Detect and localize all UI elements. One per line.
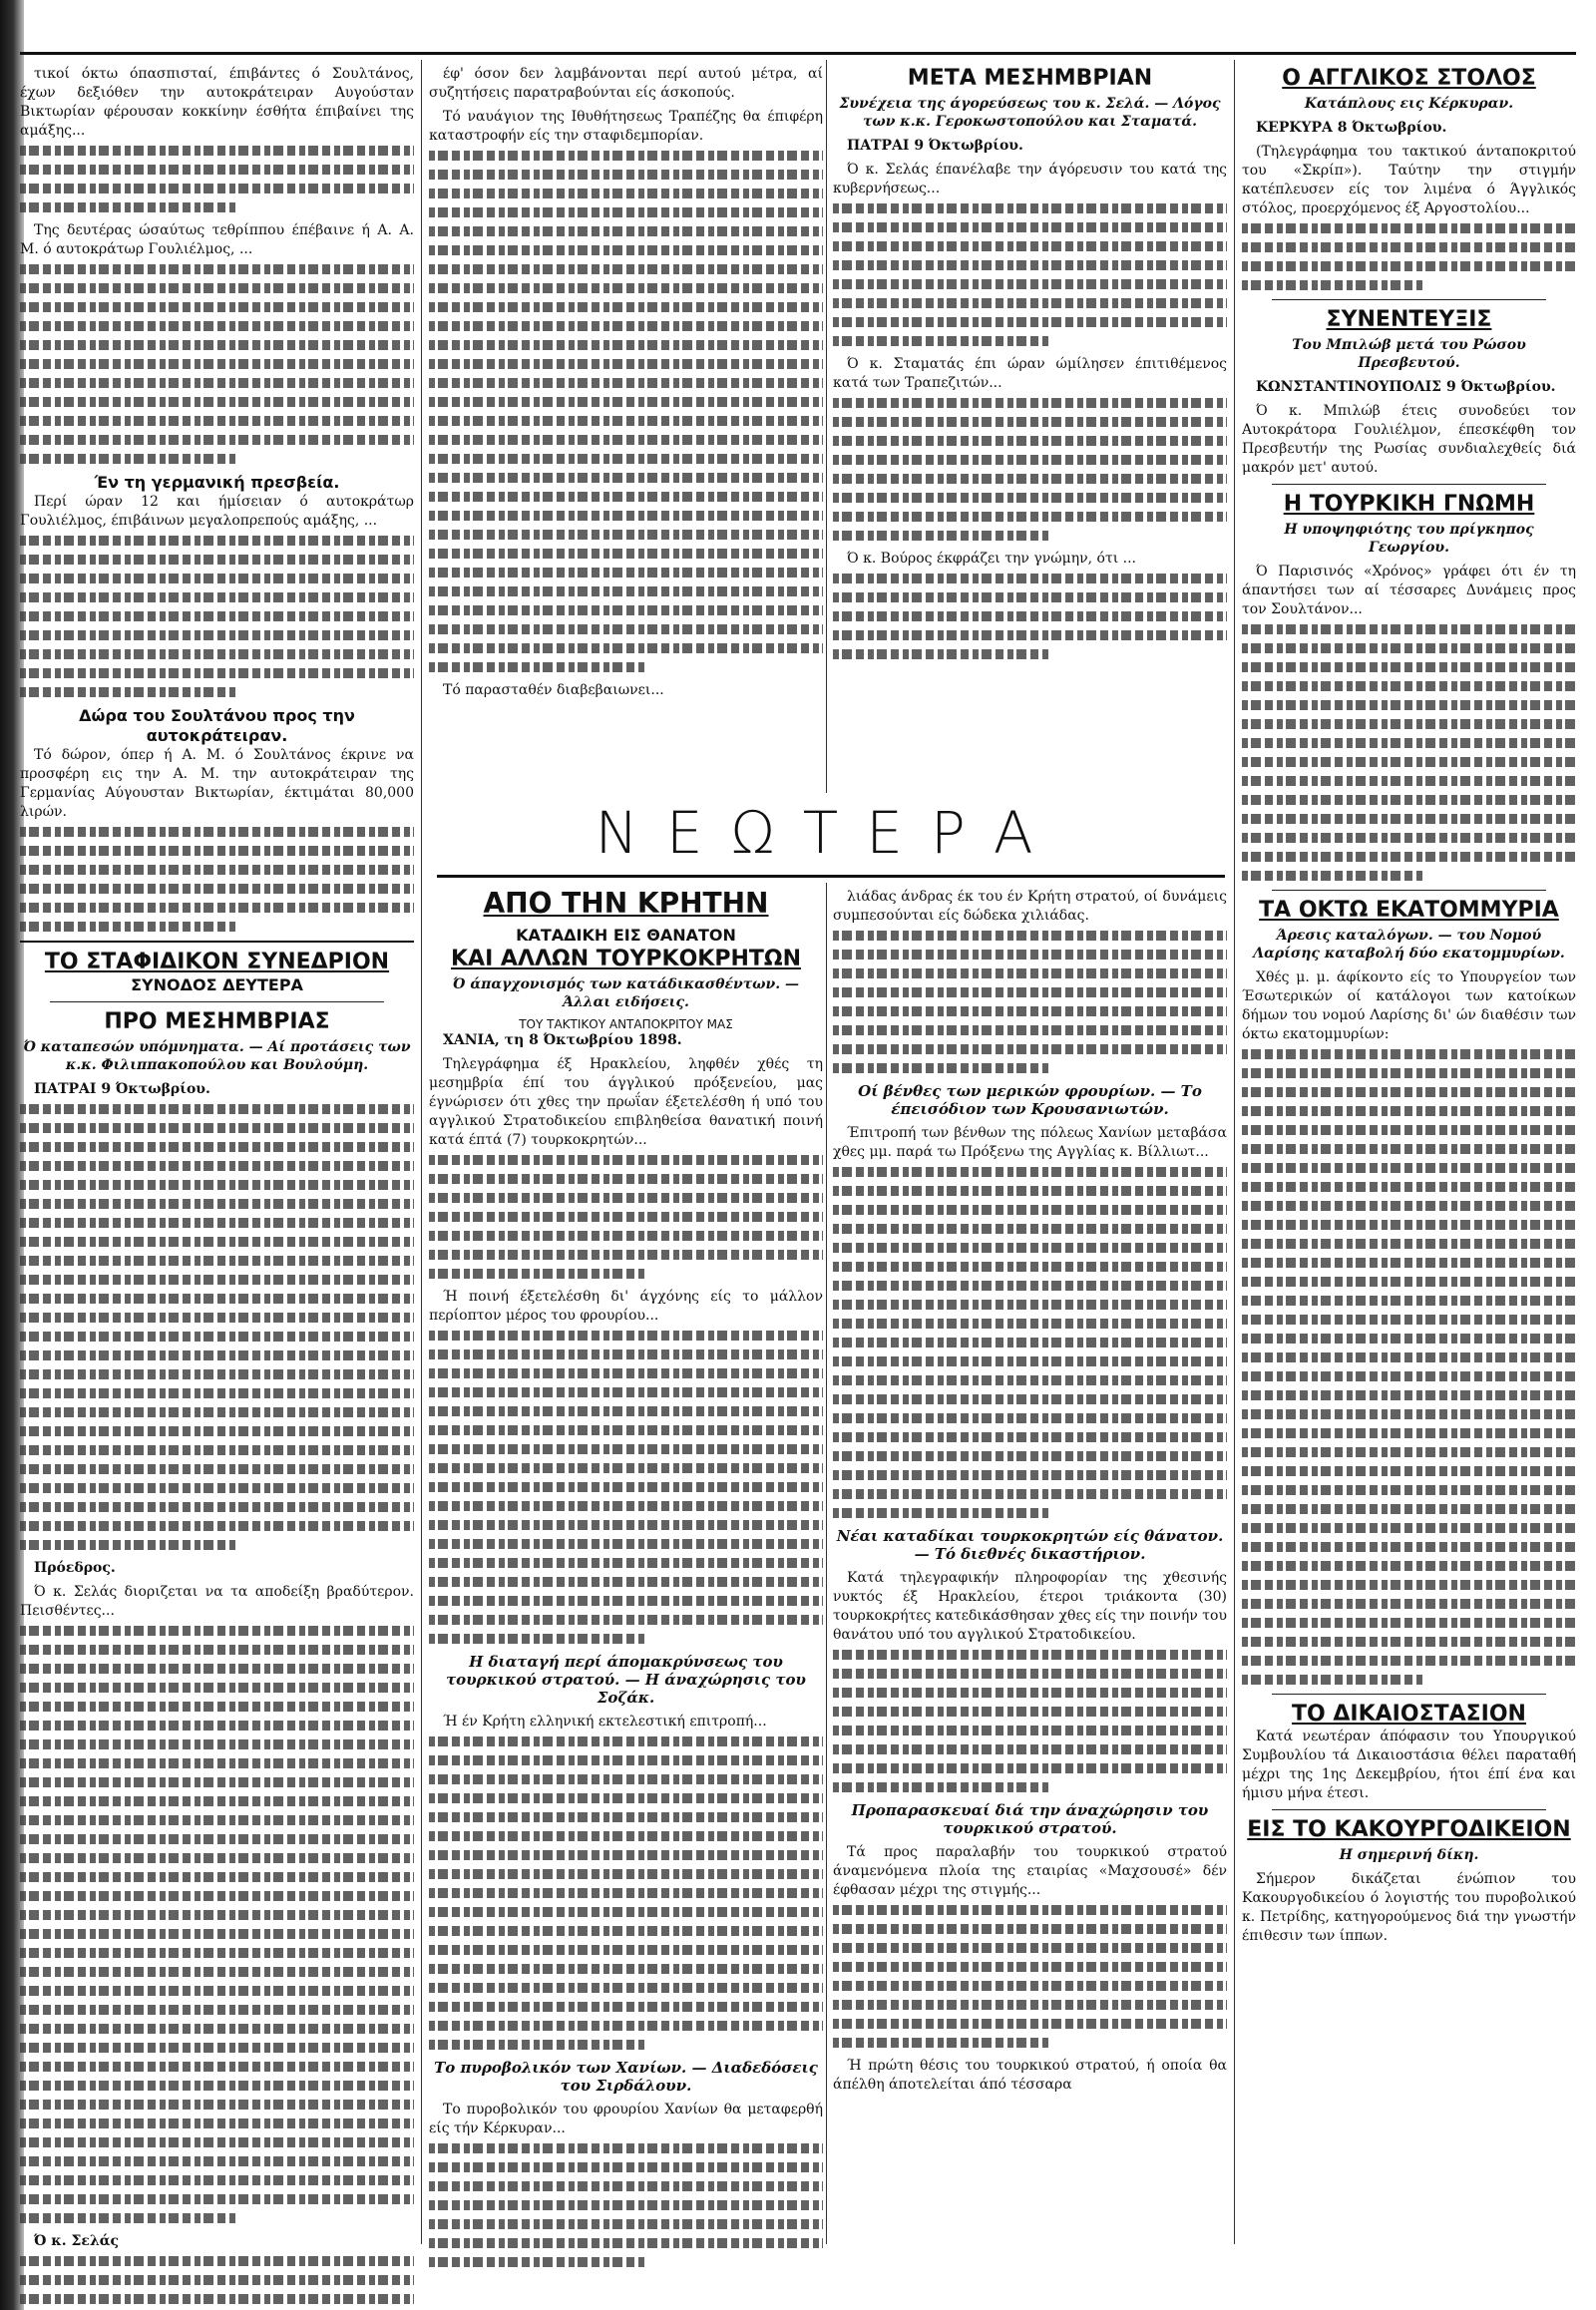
subheading: Το πυροβολικόν των Χανίων. — Διαδεδόσεις του Σιρδάλουν.: [434, 2059, 818, 2095]
dateline: ΚΩΝΣΤΑΝΤΙΝΟΥΠΟΛΙΣ 9 Όκτωβρίου.: [1256, 379, 1556, 395]
neotera-banner: ΝΕΩΤΕΡΑ: [595, 799, 1061, 867]
headline: ΤΑ ΟΚΤΩ ΕΚΑΤΟΜΜΥΡΙΑ: [1259, 898, 1559, 923]
article-text: Ό κ. Σελάς έπανέλαβε την άγόρευσιν του κατά της κυβερνήσεως...: [833, 162, 1227, 196]
column-rule: [1234, 60, 1235, 2244]
divider: [1272, 484, 1546, 485]
subheading: Η σημερινή δίκη.: [1339, 1847, 1479, 1863]
section-heading: Πρόεδρος.: [34, 1560, 116, 1576]
article-text: Το πυροβολικόν του φρουρίου Χανίων θα μεταφερθή είς τήν Κέρκυραν...: [429, 2102, 823, 2136]
text-lines: [833, 1167, 1227, 1518]
text-lines: [1242, 624, 1576, 881]
article-text: έφ' όσον δεν λαμβάνονται περί αυτού μέτρα, αί συζητήσεις παρατραβούνται είς άσκοπούς.: [429, 66, 823, 101]
text-lines: [833, 931, 1227, 1073]
column-1: [20, 65, 414, 2310]
article-text: Ή πρώτη θέσις του τουρκικού στρατού, ή οποία θα άπέλθη άποτελείται άπό τέσσαρα: [833, 2058, 1227, 2093]
divider: [1272, 299, 1546, 300]
dateline: ΧΑΝΙΑ, τη 8 Όκτωβρίου 1898.: [443, 1032, 682, 1048]
column-rule: [826, 60, 827, 793]
dateline: ΠΑΤΡΑΙ 9 Όκτωβρίου.: [34, 1081, 210, 1097]
divider: [1272, 1694, 1546, 1695]
text-lines: [20, 1104, 414, 1550]
text-lines: [20, 264, 414, 464]
article-text: Ό Παρισινός «Χρόνος» γράφει ότι έν τη άπαντήσει των αί τέσσαρες Δυνάμεις προς τον Σουλτάνον...: [1242, 564, 1576, 617]
text-lines: [20, 536, 414, 697]
text-lines: [833, 1650, 1227, 1792]
article-text: Ή ποινή έξετελέσθη δι' άγχόνης είς το μάλλον περίοπτον μέρος του φρουρίου...: [429, 1289, 823, 1324]
subheading: Νέαι καταδίκαι τουρκοκρητών είς θάνατον. — Τό διεθνές δικαστήριον.: [836, 1527, 1224, 1563]
text-lines: [833, 574, 1227, 659]
subheading: Η διαταγή περί άπομακρύνσεως του τουρκικού στρατού. — Η άναχώρησις του Σοζάκ.: [446, 1653, 806, 1707]
headline: ΕΙΣ ΤΟ ΚΑΚΟΥΡΓΟΔΙΚΕΙΟΝ: [1247, 1817, 1571, 1842]
divider: [20, 941, 414, 943]
subheading: Οί βένθες των μερικών φρουρίων. — Το έπεισόδιον των Κρουσανιωτών.: [858, 1082, 1202, 1118]
dateline: ΠΑΤΡΑΙ 9 Όκτωβρίου.: [847, 138, 1023, 154]
article-text: Τό δώρον, όπερ ή Α. Μ. ό Σουλτάνος έκρινε να προσφέρη εις την Α. Μ. την αυτοκράτειραν της Γερμανίας Αύγουσταν Βικτωρίαν, έκτιμάται 80,000 λιρών.: [20, 747, 414, 820]
text-lines: [429, 151, 823, 672]
subheading: Προπαρασκευαί διά την άναχώρησιν του τουρκικού στρατού.: [851, 1801, 1209, 1837]
text-lines: [20, 1626, 414, 2223]
headline: ΠΡΟ ΜΕΣΗΜΒΡΙΑΣ: [104, 1009, 330, 1034]
column-rule: [826, 883, 827, 2244]
text-lines: [429, 2143, 823, 2267]
article-text: Της δευτέρας ώσαύτως τεθρίππου έπέβαινε ή Α. Α. Μ. ό αυτοκράτωρ Γουλιέλμος, ...: [20, 222, 414, 257]
text-lines: [833, 1905, 1227, 2048]
text-lines: [429, 1736, 823, 2050]
divider: [50, 1001, 384, 1002]
dateline: ΚΕΡΚΥΡΑ 8 Όκτωβρίου.: [1256, 120, 1447, 136]
subheading: Ό καταπεσών υπόμνηματα. — Αί προτάσεις των κ.κ. Φιλιππακοπούλου και Βουλούμη.: [23, 1039, 411, 1073]
headline: Η ΤΟΥΡΚΙΚΗ ΓΝΩΜΗ: [1283, 492, 1535, 517]
article-text: Σήμερον δικάζεται ένώπιον του Κακουργοδικείου ό λογιστής του πυροβολικού κ. Πετρίδης, κατηγορούμενος διά την γνωστήν έπιθεσιν των ίππων.: [1242, 1871, 1576, 1944]
article-text: Ό κ. Σελάς: [34, 2233, 120, 2249]
subheading: Άρεσις καταλόγων. — του Νομού Λαρίσης καταβολή δύο εκατομμυρίων.: [1253, 928, 1565, 962]
text-lines: [429, 1155, 823, 1279]
article-text: Έπιτροπή των βένθων της πόλεως Χανίων μεταβάσα χθες μμ. παρά τω Πρόξενω της Αγγλίας κ. Βίλλιωτ...: [833, 1125, 1227, 1160]
newspaper-page: [20, 55, 1576, 2249]
article-text: Τό παρασταθέν διαβεβαιωνει...: [443, 682, 664, 698]
column-rule: [421, 60, 422, 2244]
subheading: Κατάπλους εις Κέρκυραν.: [1304, 96, 1514, 112]
article-text: λιάδας άνδρας έκ του έν Κρήτη στρατού, οί δυνάμεις συμπεσούνται είς δώδεκα χιλιάδας.: [833, 889, 1227, 924]
article-text: τικοί όκτω όπασπισταί, έπιβάντες ό Σουλτάνος, έχων δεξιόθεν την αυτοκράτειραν Αυγούσταν Βικτωρίαν φέρουσαν κοκκίνην έσθήτα έπιβαίνει της αμάξης...: [20, 66, 414, 139]
divider: [1272, 890, 1546, 891]
article-text: Περί ώραν 12 και ήμίσειαν ό αυτοκράτωρ Γουλιέλμος, έπιβάινων μεγαλοπρεπούς αμάξης, ...: [20, 494, 414, 529]
column-2: [429, 65, 823, 705]
column-3: [833, 65, 1227, 668]
headline: ΣΥΝΕΝΤΕΥΞΙΣ: [1326, 307, 1492, 332]
column-4: [1242, 65, 1576, 1951]
text-lines: [20, 146, 414, 212]
headline: ΤΟ ΔΙΚΑΙΟΣΤΑΣΙΟΝ: [1292, 1702, 1526, 1727]
article-text: Ό κ. Σταματάς έπι ώραν ώμίλησεν έπιτιθέμενος κατά των Τραπεζιτών...: [833, 356, 1227, 391]
article-text: Τό ναυάγιον της Ιθυθήτησεως Τραπέζης θα έπιφέρη καταστροφήν είς την σταφιδεμπορίαν.: [429, 109, 823, 144]
text-lines: [20, 827, 414, 932]
column-3-lower: [833, 888, 1227, 2100]
headline: ΣΥΝΟΔΟΣ ΔΕΥΤΕΡΑ: [131, 975, 303, 994]
article-text: (Τηλεγράφημα του τακτικού άνταποκριτού του «Σκρίπ»). Ταύτην την στιγμήν κατέπλευσεν είς τον λιμένα ό Άγγλικός στόλος, προερχόμενος έξ Αργοστολίου...: [1242, 144, 1576, 216]
divider: [1272, 1809, 1546, 1810]
article-text: Κατά νεωτέραν άπόφασιν του Υπουργικού Συμβουλίου τά Δικαιοστάσια θέλει παραταθή μέχρι της 1ης Δεκεμβρίου, ήτοι έπί ένα και ήμισυ μήνα έτεσι.: [1242, 1729, 1576, 1801]
headline: ΑΠΟ ΤΗΝ ΚΡΗΤΗΝ: [483, 887, 769, 920]
text-lines: [20, 2256, 414, 2310]
column-2-lower: [429, 888, 823, 2276]
subheading: Του Μπιλώβ μετά του Ρώσου Πρεσβευτού.: [1292, 337, 1526, 371]
article-text: Ό κ. Βούρος έκφράζει την γνώμην, ότι ...: [847, 551, 1136, 567]
article-text: Ή έν Κρήτη ελληνική εκτελεστική επιτροπή...: [443, 1714, 767, 1730]
text-lines: [1242, 1049, 1576, 1685]
article-text: Τά προς παραλαβήν του τουρκικού στρατού άναμενόμενα πλοία της εταιρίας «Μαχσουσέ» δέν έφθασαν μέχρι της στιγμής...: [833, 1844, 1227, 1898]
article-text: Χθές μ. μ. άφίκοντο είς το Υπουργείον των Έσωτερικών οί κατάλογοι των κατοίκων δήμων του νομού Λαρίσης δι' ών διαθέσιν των όκτω εκατομμυρίων:: [1242, 969, 1576, 1042]
section-heading: Έν τη γερμανική πρεσβεία.: [94, 473, 340, 492]
text-lines: [429, 1331, 823, 1644]
text-lines: [833, 398, 1227, 541]
section-heading: Δώρα του Σουλτάνου προς την αυτοκράτειραν.: [79, 706, 355, 745]
divider: [437, 875, 1225, 878]
subheading: Συνέχεια της άγορεύσεως του κ. Σελά. — Λόγος των κ.κ. Γεροκωστοπούλου και Σταματά.: [839, 96, 1221, 130]
subheading: Ό άπαγχονισμός των κατάδικασθέντων. — Άλλαι ειδήσεις.: [453, 976, 799, 1010]
headline: ΚΑΤΑΔΙΚΗ ΕΙΣ ΘΑΝΑΤΟΝ: [516, 926, 736, 945]
text-lines: [833, 203, 1227, 346]
subheading: Η υποψηφιότης του πρίγκηπος Γεωργίου.: [1284, 522, 1534, 556]
text-lines: [1242, 223, 1576, 290]
article-text: Ό κ. Μπιλώβ έτεις συνοδεύει τον Αυτοκράτορα Γουλιέλμον, έπεσκέφθη τον Πρεσβευτήν της Ρωσίας συνδιαλεχθείς διά μακρόν μετ' αυτού.: [1242, 403, 1576, 476]
headline: ΤΟ ΣΤΑΦΙΔΙΚΟΝ ΣΥΝΕΔΡΙΟΝ: [44, 950, 390, 974]
headline: ΚΑΙ ΑΛΛΩΝ ΤΟΥΡΚΟΚΡΗΤΩΝ: [451, 947, 801, 971]
article-text: Ό κ. Σελάς διοριζεται να τα αποδείξη βραδύτερον. Πεισθέντες...: [20, 1584, 414, 1619]
article-text: Τηλεγράφημα έξ Ηρακλείου, ληφθέν χθές τη μεσημβρία έπί του άγγλικού πρόξενείου, μας έγνώρισεν ότι χθες την πρωΐαν έξετελέσθη ή υπό του αγγλικού Στρατοδικείου επιβληθείσα θανατική ποινή κατά έπτά (7) τουρκοκρητών...: [429, 1056, 823, 1148]
headline: Ο ΑΓΓΛΙΚΟΣ ΣΤΟΛΟΣ: [1282, 66, 1536, 91]
byline: ΤΟΥ ΤΑΚΤΙΚΟΥ ΑΝΤΑΠΟΚΡΙΤΟΥ ΜΑΣ: [519, 1017, 733, 1031]
article-text: Κατά τηλεγραφικήν πληροφορίαν της χθεσινής νυκτός έξ Ηρακλείου, έτεροι τριάκοντα (30) τουρκοκρήτες κατεδικάσθησαν χθες είς την ποινήν του θανάτου υπό του αγγλικού Στρατοδικείου.: [833, 1570, 1227, 1643]
headline: ΜΕΤΑ ΜΕΣΗΜΒΡΙΑΝ: [907, 66, 1153, 91]
